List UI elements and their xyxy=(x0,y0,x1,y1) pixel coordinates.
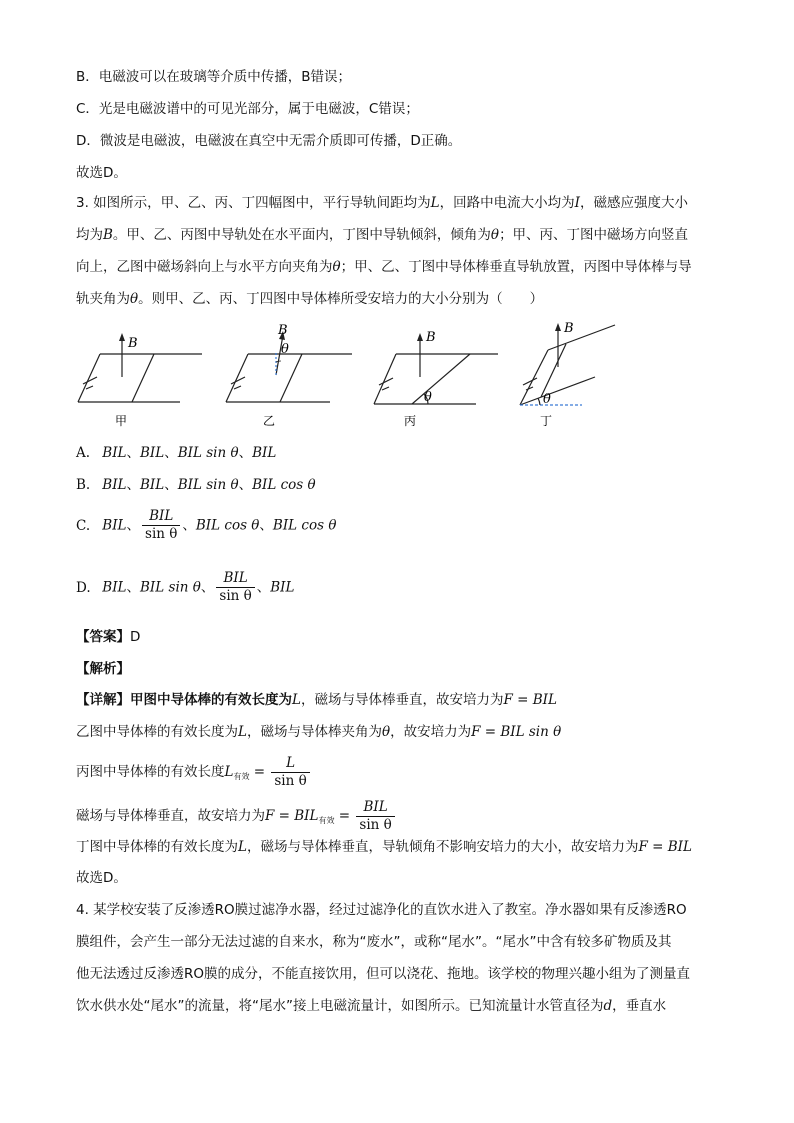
theta-label-bing: θ xyxy=(424,390,432,405)
detail-conclusion: 故选D。 xyxy=(76,870,127,886)
analysis-heading: 【解析】 xyxy=(76,661,130,677)
rail-figures xyxy=(0,315,794,430)
b-label-bing: B xyxy=(426,330,436,345)
explanation-line-d: D．微波是电磁波，电磁波在真空中无需介质即可传播，D正确。 xyxy=(76,133,462,149)
b-label-yi: B xyxy=(278,323,288,338)
theta-label-ding: θ xyxy=(543,392,551,407)
b-label-ding: B xyxy=(564,321,574,336)
detail-line4: 磁场与导体棒垂直，故安培力为$F = BIL_{有效}$ = $\frac{\text{BIL}}{\text{sin θ}}$ xyxy=(76,796,397,841)
figure-yi xyxy=(226,335,352,402)
figure-jia xyxy=(78,337,202,402)
question4-line3: 他无法透过反渗透RO膜的成分，不能直接饮用，但可以浇花、拖地。该学校的物理兴趣小组为了测量直 xyxy=(76,966,691,982)
explanation-line-c: C．光是电磁波谱中的可见光部分，属于电磁波，C错误； xyxy=(76,101,419,117)
answer-line: 【答案】D xyxy=(76,629,141,645)
option-b: B. BIL、BIL、BIL sin θ、BIL cos θ xyxy=(76,477,316,493)
detail-line5: 丁图中导体棒的有效长度为L，磁场与导体棒垂直，导轨倾角不影响安培力的大小，故安培力为F = BIL xyxy=(76,839,692,855)
question4-line4: 饮水供水处“尾水”的流量，将“尾水”接上电磁流量计，如图所示。已知流量计水管直径为d，垂直水 xyxy=(76,998,667,1014)
caption-jia: 甲 xyxy=(115,414,128,428)
b-label-jia: B xyxy=(128,336,138,351)
option-c: C. BIL、 $\frac{\text{BIL}}{\text{sin θ}}$ 、BIL cos θ、BIL cos θ xyxy=(76,508,337,542)
caption-yi: 乙 xyxy=(263,414,276,428)
detail-line1: 【详解】甲图中导体棒的有效长度为L，磁场与导体棒垂直，故安培力为F = BIL xyxy=(76,692,557,708)
theta-label-yi: θ xyxy=(281,342,289,357)
question3-line3: 向上，乙图中磁场斜向上与水平方向夹角为θ；甲、乙、丁图中导体棒垂直导轨放置，丙图中导体棒与导 xyxy=(76,259,692,275)
caption-ding: 丁 xyxy=(540,414,553,428)
question3-line4: 轨夹角为θ。则甲、乙、丙、丁四图中导体棒所受安培力的大小分别为（ ） xyxy=(76,291,544,307)
question4-line2: 膜组件，会产生一部分无法过滤的自来水，称为“废水”，或称“尾水”。“尾水”中含有较多矿物质及其 xyxy=(76,934,672,950)
question3-line2: 均为B。甲、乙、丙图中导轨处在水平面内，丁图中导轨倾斜，倾角为θ；甲、丙、丁图中磁场方向竖直 xyxy=(76,227,689,243)
option-a: A. BIL、BIL、BIL sin θ、BIL xyxy=(76,445,277,461)
question3-line1: 3. 如图所示，甲、乙、丙、丁四幅图中，平行导轨间距均为L，回路中电流大小均为I，磁感应强度大小 xyxy=(76,195,688,211)
detail-line3: 丙图中导体棒的有效长度$L_{有效}$ = $\frac{L}{\text{sin θ}}$ xyxy=(76,752,312,797)
conclusion-line: 故选D。 xyxy=(76,165,127,181)
figure-bing xyxy=(374,337,498,404)
question4-line1: 4. 某学校安装了反渗透RO膜过滤净水器，经过过滤净化的直饮水进入了教室。净水器如果有反渗透RO xyxy=(76,902,687,918)
option-d: D. BIL、BIL sin θ、 $\frac{\text{BIL}}{\text{sin θ}}$ 、BIL xyxy=(76,570,295,604)
figure-ding xyxy=(520,325,615,405)
detail-line2: 乙图中导体棒的有效长度为L，磁场与导体棒夹角为θ，故安培力为F = BIL sin θ xyxy=(76,724,562,740)
caption-bing: 丙 xyxy=(404,414,417,428)
explanation-line-b: B．电磁波可以在玻璃等介质中传播，B错误； xyxy=(76,69,352,85)
